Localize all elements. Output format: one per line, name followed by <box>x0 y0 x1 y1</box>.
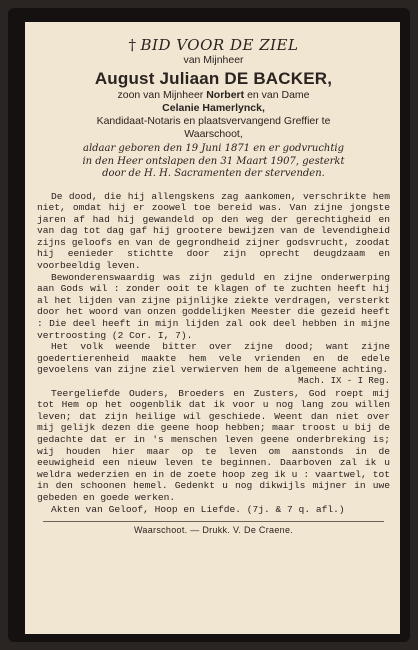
son-prefix: zoon van Mijnheer <box>117 89 204 101</box>
father-name: Norbert <box>206 89 245 101</box>
paragraph: De dood, die hij allengskens zag aankomen, verschrikte hem niet, omdat hij er zoowel toe bereid was. Van zijne jongste jaren af had hij gewandeld op den weg der gerechtigheid en van dag tot dag gaf hij grootere bewijzen van de levendigheid zijns geloofs en van de gegrondheid zijner godsvrucht, zoodat hij eenieder stichtte door zijn oprecht deugdzaam en voorbeeldig leven. <box>37 190 390 272</box>
dates-line: aldaar geboren den 19 Juni 1871 en er godvruchtig <box>82 143 344 154</box>
title-text: BID VOOR DE ZIEL <box>140 36 299 54</box>
deceased-name: August Juliaan DE BACKER, <box>94 69 333 88</box>
paragraph: Bewonderenswaardig was zijn geduld en zijne onderwerping aan Gods wil : zonder ooit te klagen of te zuchten heeft hij al het lijden van zijne pijnlijke ziekte verdragen, versterkt door het woord van onzen goddelijken Meester die gezeid heeft : Die deel heeft in mijn lijden zal ook deel hebben in mijne vertroosting (2 Cor. I, 7). <box>37 271 390 341</box>
printer-footer: Waarschoot. — Drukk. V. De Craene. <box>133 525 294 536</box>
scripture-reference: Mach. IX - I Reg. <box>298 376 390 386</box>
occupation-line-2: Waarschoot, <box>184 128 243 140</box>
van-mijnheer: van Mijnheer <box>183 54 244 66</box>
paragraph: Het volk weende bitter over zijne dood; want zijne goedertierenheid maakte hem vele vrienden en de edele gevoelens van zijne ziel verwierven hem de algemeene achting. <box>37 341 390 376</box>
dates-block <box>37 143 390 181</box>
indulgence-line: Akten van Geloof, Hoop en Liefde. (7j. & 7 q. afl.) <box>51 503 345 515</box>
paragraph: Teergeliefde Ouders, Broeders en Zusters, God roept mij tot Hem op het oogenblik dat ik voor u nog lang zou willen leven; dat zijn heilige wil geschiede. Weent dan niet over mij gelijk dezen die geene hoop hebben; maar troost u bij de gedachte dat er in 's menschen leven geene onderbreking is; wij houden hier maar op te leven om aanstonds in de eeuwigheid een nieuw leven te beginnen. Daarboven zal ik u weldra wederzien en in de zoete hoop zeg ik u : vaartwel, tot in den schoonen hemel. Gedenkt u nog dikwijls mijner in uwe gebeden en goede werken. <box>37 387 390 503</box>
dates-line: in den Heer ontslapen den 31 Maart 1907, gesterkt <box>82 155 345 167</box>
cross-icon: † <box>128 36 137 54</box>
son-mid: en van Dame <box>247 89 310 101</box>
body-text <box>37 191 390 516</box>
parentage-line <box>37 89 390 102</box>
card-paper <box>25 22 400 634</box>
occupation-line-1: Kandidaat-Notaris en plaatsvervangend Greffier te <box>96 115 331 127</box>
mother-name: Celanie Hamerlynck, <box>162 102 265 114</box>
divider <box>43 521 384 522</box>
dates-line: door de H. H. Sacramenten der stervenden. <box>102 168 325 179</box>
memorial-card <box>8 8 410 642</box>
prayer-title <box>37 36 390 54</box>
